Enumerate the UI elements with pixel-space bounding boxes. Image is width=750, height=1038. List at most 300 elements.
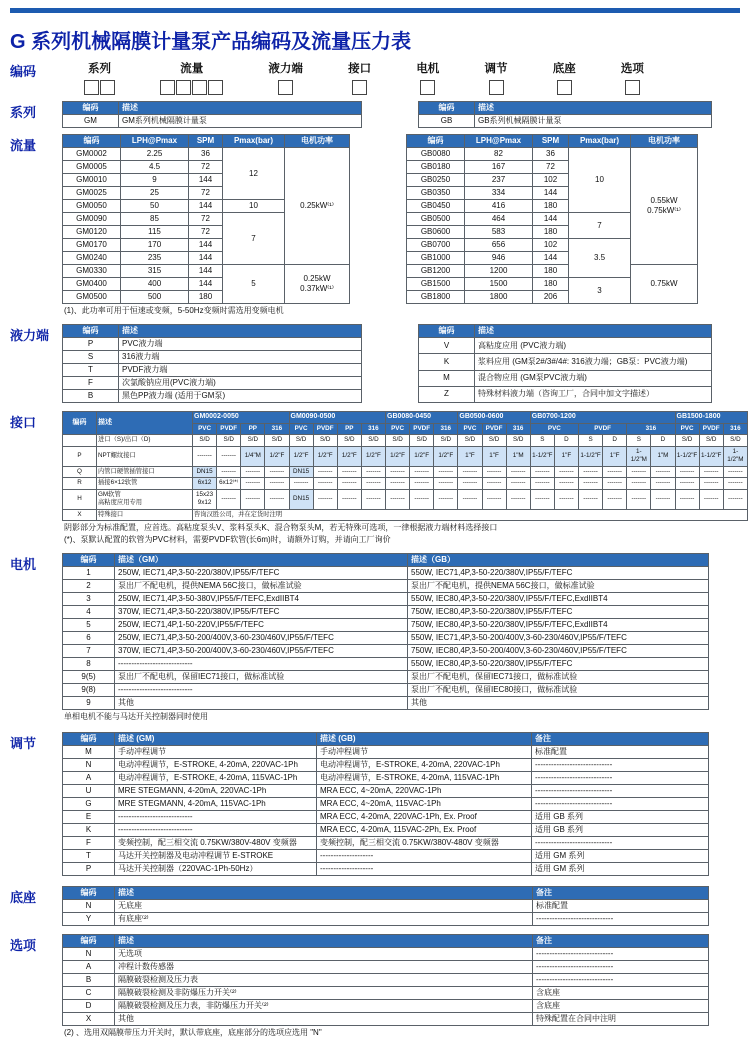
coding-field-boxes	[553, 80, 576, 95]
table-cell: 无选项	[115, 948, 533, 961]
table-cell: 3	[569, 278, 631, 304]
coding-field-1	[84, 60, 115, 95]
base-section	[10, 886, 740, 926]
table-cell: 隔膜破裂检测及压力表	[115, 974, 533, 987]
table-row	[63, 554, 709, 567]
flow-table-gb	[406, 134, 698, 304]
table-cell: S/D	[506, 435, 530, 447]
table-cell: GM0330	[63, 265, 121, 278]
table-cell: N	[63, 948, 115, 961]
table-row	[63, 961, 709, 974]
table-cell: 0.25kW 0.37kW⁽¹⁾	[285, 265, 350, 304]
table-cell: S/D	[458, 435, 482, 447]
table-cell: 5	[223, 265, 285, 304]
table-row	[63, 325, 362, 338]
table-cell: 9	[63, 697, 115, 710]
code-box	[489, 80, 504, 95]
table-cell: -------	[361, 466, 385, 478]
table-cell: GM0010	[63, 174, 121, 187]
code-box	[352, 80, 367, 95]
table-cell: 1200	[465, 265, 533, 278]
table-row	[63, 135, 350, 148]
table-row	[419, 115, 712, 128]
coding-section	[10, 60, 740, 95]
table-cell: 1-1/2"F	[530, 446, 554, 466]
coding-field-label: 液力端	[268, 63, 303, 75]
table-header-cell: 描述	[115, 887, 533, 900]
table-cell: GB0450	[407, 200, 465, 213]
table-cell: S/D	[699, 435, 723, 447]
adjust-table	[62, 732, 709, 876]
coding-field-3	[268, 60, 303, 95]
table-row	[63, 733, 709, 746]
table-header-cell: 描述 (GM)	[115, 733, 317, 746]
table-row	[63, 900, 709, 913]
table-cell: -------	[699, 489, 723, 509]
table-cell: D	[603, 435, 627, 447]
table-cell: 电动冲程调节，E-STROKE, 4-20mA, 220VAC-1Ph	[317, 759, 532, 772]
table-cell: -------	[530, 478, 554, 490]
table-cell: 标准配置	[533, 900, 709, 913]
series-section	[10, 101, 740, 128]
table-cell: 750W, IEC80,4P,3-50-200/400V,3-60-230/460V,IP55/F/TEFC	[408, 645, 709, 658]
table-cell: 4.5	[121, 161, 189, 174]
table-cell: 206	[533, 291, 569, 304]
table-cell: 变频控制，配三相交流 0.75KW/380V-480V 变频器	[317, 837, 532, 850]
coding-field-5	[416, 60, 439, 95]
table-cell: 167	[465, 161, 533, 174]
table-row	[63, 759, 709, 772]
interface-note-2: (*)、泵默认配置的软管为PVC材料，需要PVDF软管(长6m)时，请额外订购，并请向工厂询价	[64, 535, 391, 544]
table-cell: 82	[465, 148, 533, 161]
table-cell: 1-1/2"F	[699, 446, 723, 466]
table-cell: DN15	[193, 466, 217, 478]
table-cell: -----------------------------	[532, 772, 709, 785]
table-header-cell: 316	[506, 423, 530, 435]
table-cell: -------	[241, 489, 265, 509]
table-cell: B	[63, 390, 119, 403]
table-cell: -------	[627, 489, 651, 509]
table-cell: A	[63, 772, 115, 785]
table-cell: 2	[63, 580, 115, 593]
table-cell: S	[530, 435, 554, 447]
table-header-cell: 描述	[475, 325, 712, 338]
table-cell: 电动冲程调节，E-STROKE, 4-20mA, 220VAC-1Ph	[115, 759, 317, 772]
table-header-cell: 电机功率	[631, 135, 698, 148]
table-cell: H	[63, 489, 97, 509]
table-header-cell: 316	[361, 423, 385, 435]
table-cell: -------	[217, 489, 241, 509]
table-cell: -------	[386, 466, 410, 478]
table-cell: 750W, IEC80,4P,3-50-220/380V,IP55/F/TEFC,ExdIIBT4	[408, 619, 709, 632]
table-cell: 500	[121, 291, 189, 304]
table-cell: PVC液力端	[119, 338, 362, 351]
table-cell: 316液力端	[119, 351, 362, 364]
table-cell: -------	[579, 478, 603, 490]
table-cell: 370W, IEC71,4P,3-50-220/380V,IP55/F/TEFC	[115, 606, 408, 619]
table-cell: 1/2"F	[337, 446, 361, 466]
coding-field-label: 调节	[484, 63, 508, 75]
table-cell: ----------------------------	[115, 811, 317, 824]
table-cell: X	[63, 509, 97, 521]
table-cell: 656	[465, 239, 533, 252]
table-cell: -------	[651, 489, 675, 509]
table-cell: N	[63, 759, 115, 772]
table-cell: M	[63, 746, 115, 759]
table-cell: 72	[533, 161, 569, 174]
table-cell: -------	[337, 489, 361, 509]
table-cell: -------	[603, 489, 627, 509]
table-row	[63, 987, 709, 1000]
table-cell: GB0700	[407, 239, 465, 252]
table-row	[407, 265, 698, 278]
table-cell: -------	[361, 478, 385, 490]
table-cell: 180	[533, 278, 569, 291]
table-header-cell: 编码	[63, 733, 115, 746]
code-box	[625, 80, 640, 95]
table-cell: S/D	[289, 435, 313, 447]
table-cell: -----------------------------	[532, 759, 709, 772]
motor-section	[10, 553, 740, 722]
table-cell: 36	[533, 148, 569, 161]
table-row	[419, 354, 712, 370]
table-cell: 1-1/2"M	[627, 446, 651, 466]
table-header-cell: 编码	[63, 935, 115, 948]
table-row	[63, 798, 709, 811]
table-cell: -------	[337, 478, 361, 490]
table-cell: 1"F	[458, 446, 482, 466]
table-cell: D	[63, 1000, 115, 1013]
table-cell: S	[627, 435, 651, 447]
coding-fields	[84, 60, 644, 95]
table-header-cell: PVDF	[410, 423, 434, 435]
table-cell: -------	[554, 478, 578, 490]
table-cell: MRA ECC, 4~20mA, 220VAC-1Ph	[317, 785, 532, 798]
code-box	[557, 80, 572, 95]
section-label-base: 底座	[10, 890, 37, 905]
code-box	[208, 80, 223, 95]
table-cell: 180	[533, 265, 569, 278]
table-cell: 咨询汉胜公司，并在定货时注明	[193, 509, 748, 521]
table-cell: -------	[265, 466, 289, 478]
table-cell: 583	[465, 226, 533, 239]
table-row	[63, 1000, 709, 1013]
table-cell: -------	[217, 466, 241, 478]
table-cell: 15x23 9x12	[193, 489, 217, 509]
table-cell: 1"F	[603, 446, 627, 466]
coding-field-4	[348, 60, 371, 95]
motor-footnote: 单相电机不能与马达开关控制器同时使用	[64, 712, 208, 721]
table-header-cell: 316	[434, 423, 458, 435]
section-label-series: 系列	[10, 105, 37, 120]
flow-footnote: (1)、此功率可用于恒速或变频，5-50Hz变频时需选用变频电机	[64, 306, 284, 315]
table-cell: -------	[482, 489, 506, 509]
table-row	[63, 265, 350, 278]
table-cell: GM0120	[63, 226, 121, 239]
table-cell: 适用 GM 系列	[532, 850, 709, 863]
table-cell: Y	[63, 913, 115, 926]
table-cell: 特殊材料液力端（咨询工厂，合同中加文字描述）	[475, 386, 712, 402]
table-cell: 泵出厂不配电机，保留IEC80接口，做标准试验	[408, 684, 709, 697]
table-cell: 1-1/2"M	[723, 446, 747, 466]
document-page	[0, 8, 750, 1038]
table-cell: K	[63, 824, 115, 837]
table-cell: 1"F	[554, 446, 578, 466]
table-cell: A	[63, 961, 115, 974]
table-header-cell: 编码	[63, 887, 115, 900]
table-header-cell: 描述（GB）	[408, 554, 709, 567]
interface-data-row	[63, 478, 748, 490]
table-cell: -------	[410, 489, 434, 509]
table-cell: 72	[189, 226, 223, 239]
table-header-cell: 编码	[419, 102, 475, 115]
table-header-cell: PVC	[530, 423, 578, 435]
table-cell: 144	[533, 213, 569, 226]
table-row	[63, 746, 709, 759]
table-cell: GB0350	[407, 187, 465, 200]
table-header-cell: 316	[723, 423, 747, 435]
table-cell: 250W, IEC71,4P,1-50-220V,IP55/F/TEFC	[115, 619, 408, 632]
table-cell: 标准配置	[532, 746, 709, 759]
table-cell: NPT螺纹接口	[97, 446, 193, 466]
table-cell: 1500	[465, 278, 533, 291]
coding-field-boxes	[621, 80, 644, 95]
table-cell: -------	[651, 478, 675, 490]
table-header-cell: PVC	[386, 423, 410, 435]
table-cell: N	[63, 900, 115, 913]
table-cell: 416	[465, 200, 533, 213]
table-header-cell: 描述	[115, 935, 533, 948]
table-cell: 泵出厂不配电机，保留IEC71接口，做标准试验	[115, 671, 408, 684]
series-table-gm	[62, 101, 362, 128]
table-cell: 隔膜破裂检测及压力表，非防爆压力开关⁽²⁾	[115, 1000, 533, 1013]
adjust-content	[62, 732, 740, 876]
hydraulic-content	[62, 324, 740, 403]
table-cell: 550W, IEC80,4P,3-50-220/380V,IP55/F/TEFC	[408, 658, 709, 671]
table-cell: -------	[458, 478, 482, 490]
table-header-cell: 备注	[533, 887, 709, 900]
table-cell: 适用 GB 系列	[532, 811, 709, 824]
options-section	[10, 934, 740, 1038]
table-header-cell: Pmax(bar)	[223, 135, 285, 148]
table-cell: -------	[434, 489, 458, 509]
table-row	[63, 697, 709, 710]
table-cell: P	[63, 338, 119, 351]
table-header-cell: 备注	[532, 733, 709, 746]
table-row	[63, 811, 709, 824]
table-cell: 插接6×12软管	[97, 478, 193, 490]
table-cell: S/D	[410, 435, 434, 447]
table-cell: GB0080	[407, 148, 465, 161]
coding-field-2	[160, 60, 223, 95]
table-cell: -------	[434, 478, 458, 490]
table-cell: 0.55kW 0.75kW⁽¹⁾	[631, 148, 698, 265]
table-cell: 4	[63, 606, 115, 619]
table-cell: 电动冲程调节，E-STROKE, 4-20mA, 115VAC-1Ph	[317, 772, 532, 785]
table-cell: GM0050	[63, 200, 121, 213]
table-row	[63, 377, 362, 390]
table-cell: 冲程计数传感器	[115, 961, 533, 974]
table-cell: 6	[63, 632, 115, 645]
table-cell: 36	[189, 148, 223, 161]
table-row	[63, 351, 362, 364]
section-label-adjust: 调节	[10, 736, 37, 751]
table-row	[63, 974, 709, 987]
table-header-cell: PVC	[458, 423, 482, 435]
table-header-cell: 备注	[533, 935, 709, 948]
table-cell: S/D	[386, 435, 410, 447]
code-box	[278, 80, 293, 95]
table-cell: GB1500	[407, 278, 465, 291]
table-cell: GM0170	[63, 239, 121, 252]
table-cell: 102	[533, 239, 569, 252]
table-header-cell: GB0700-1200	[530, 412, 675, 424]
table-cell: 泵出厂不配电机，提供NEMA 56C接口，做标准试验	[115, 580, 408, 593]
top-rule	[10, 8, 740, 13]
table-cell: MRE STEGMANN, 4-20mA, 220VAC-1Ph	[115, 785, 317, 798]
table-cell: PVDF液力端	[119, 364, 362, 377]
table-cell: 8	[63, 658, 115, 671]
table-cell: -------	[289, 478, 313, 490]
base-content	[62, 886, 740, 926]
table-row	[63, 619, 709, 632]
table-cell: 变频控制，配三相交流 0.75KW/380V-480V 变频器	[115, 837, 317, 850]
table-cell: -------	[313, 466, 337, 478]
table-cell: 1-1/2"F	[579, 446, 603, 466]
table-row	[63, 850, 709, 863]
table-cell: -------	[313, 478, 337, 490]
table-cell: -------	[337, 466, 361, 478]
table-cell: 马达开关控制器及电动冲程调节 E-STROKE	[115, 850, 317, 863]
table-cell: ----------------------------	[115, 684, 408, 697]
table-row	[63, 785, 709, 798]
interface-note-1: 阴影部分为标准配置，应首选。高粘度泵头V、浆料泵头K、混合物泵头M，若无特殊可选项，一律根据液力端材料选择接口	[64, 523, 498, 532]
table-cell: 25	[121, 187, 189, 200]
table-cell: -------	[410, 478, 434, 490]
table-cell: -------	[651, 466, 675, 478]
table-cell: 1"F	[482, 446, 506, 466]
coding-field-boxes	[84, 80, 115, 95]
interface-data-row	[63, 466, 748, 478]
table-cell: GM0005	[63, 161, 121, 174]
table-cell: -----------------------------	[533, 913, 709, 926]
table-cell: D	[651, 435, 675, 447]
table-cell: S/D	[723, 435, 747, 447]
table-cell: 电动冲程调节，E-STROKE, 4-20mA, 115VAC-1Ph	[115, 772, 317, 785]
table-header-cell: PP	[241, 423, 265, 435]
table-cell: -------	[530, 489, 554, 509]
table-row	[63, 913, 709, 926]
table-row	[63, 606, 709, 619]
table-row	[419, 386, 712, 402]
table-header-cell: GB1500-1800	[675, 412, 748, 424]
interface-content	[62, 411, 744, 545]
table-cell: 237	[465, 174, 533, 187]
coding-field-boxes	[348, 80, 371, 95]
table-cell: GB	[419, 115, 475, 128]
table-header-cell: Pmax(bar)	[569, 135, 631, 148]
flow-tables	[62, 134, 740, 304]
table-cell: 334	[465, 187, 533, 200]
table-row	[63, 671, 709, 684]
table-cell: 进口（S)/出口（D)	[97, 435, 193, 447]
table-cell: 马达开关控制器（220VAC-1Ph-50Hz）	[115, 863, 317, 876]
table-cell: -------	[506, 489, 530, 509]
table-row	[63, 364, 362, 377]
table-header-cell: GB0080-0450	[386, 412, 458, 424]
hydraulic-section	[10, 324, 740, 403]
table-cell: -------	[386, 489, 410, 509]
table-cell: F	[63, 377, 119, 390]
table-cell: -------	[193, 446, 217, 466]
interface-data-row	[63, 509, 748, 521]
table-header-cell: 描述（GM）	[115, 554, 408, 567]
table-row	[419, 102, 712, 115]
table-cell: 400	[121, 278, 189, 291]
table-cell: 3	[63, 593, 115, 606]
table-cell: 72	[189, 161, 223, 174]
table-cell: S/D	[482, 435, 506, 447]
coding-field-label: 接口	[348, 63, 372, 75]
table-cell: -------	[579, 489, 603, 509]
table-cell: 3.5	[569, 239, 631, 278]
table-cell: --------------------	[317, 863, 532, 876]
coding-field-label: 电机	[416, 63, 440, 75]
table-cell: ----------------------------	[115, 658, 408, 671]
table-header-cell: PVDF	[482, 423, 506, 435]
table-cell: -------	[434, 466, 458, 478]
table-header-cell: 描述	[475, 102, 712, 115]
table-cell: -----------------------------	[533, 974, 709, 987]
code-box	[176, 80, 191, 95]
interface-section	[10, 411, 744, 545]
table-header-cell: 描述	[119, 325, 362, 338]
table-row	[407, 148, 698, 161]
table-row	[63, 102, 362, 115]
table-cell: P	[63, 863, 115, 876]
table-cell: -------	[241, 466, 265, 478]
table-cell: GM	[63, 115, 119, 128]
table-cell: 144	[533, 187, 569, 200]
section-label-hydraulic: 液力端	[10, 328, 50, 343]
table-cell: S/D	[337, 435, 361, 447]
table-cell: 946	[465, 252, 533, 265]
table-row	[63, 593, 709, 606]
table-cell: 6x12	[193, 478, 217, 490]
table-cell: 250W, IEC71,4P,3-50-380V,IP55/F/TEFC,ExdIIBT4	[115, 593, 408, 606]
table-header-cell: LPH@Pmax	[121, 135, 189, 148]
table-cell: 85	[121, 213, 189, 226]
coding-field-boxes	[268, 80, 303, 95]
table-cell: 高粘度应用 (PVC液力端)	[475, 338, 712, 354]
table-cell: GM0090	[63, 213, 121, 226]
table-cell: DN15	[289, 489, 313, 509]
table-cell: -------	[699, 478, 723, 490]
coding-content	[62, 60, 740, 95]
table-cell: GB1000	[407, 252, 465, 265]
table-cell: 1/2"F	[361, 446, 385, 466]
table-cell: 370W, IEC71,4P,3-50-200/400V,3-60-230/460V,IP55/F/TEFC	[115, 645, 408, 658]
options-content	[62, 934, 740, 1038]
table-cell: 72	[189, 187, 223, 200]
table-row	[63, 390, 362, 403]
table-cell: 含底座	[533, 1000, 709, 1013]
table-cell: 次氯酸钠应用(PVC液力端)	[119, 377, 362, 390]
section-label-coding: 编码	[10, 64, 37, 79]
table-cell: 180	[533, 200, 569, 213]
table-cell: 1"M	[506, 446, 530, 466]
table-cell: 50	[121, 200, 189, 213]
